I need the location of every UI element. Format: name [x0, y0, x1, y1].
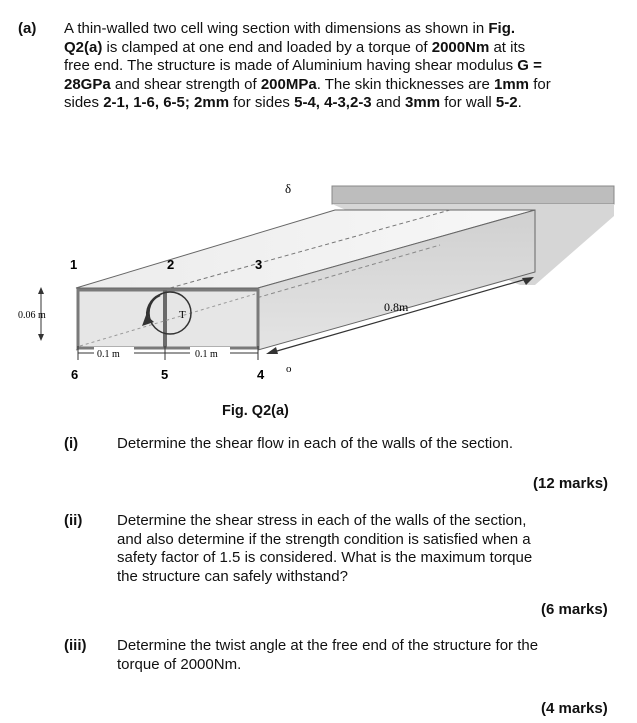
node-label-6: 6: [71, 367, 79, 382]
node-label-5: 5: [161, 367, 169, 382]
part-number-ii: (ii): [64, 512, 83, 529]
part-marks-ii: (6 marks): [541, 601, 608, 618]
part-number-i: (i): [64, 435, 79, 452]
node-label-2: 2: [167, 257, 175, 272]
height-dim-arrow-bottom: [38, 334, 44, 341]
width-dim-label-2: 0.1 m: [195, 349, 218, 360]
front-section: [78, 290, 258, 348]
theta-label: o: [286, 363, 292, 375]
wing-section-figure: [0, 170, 637, 405]
node-label-3: 3: [255, 257, 263, 272]
wing-section-diagram: [0, 170, 637, 400]
length-dim-label: 0.8m: [384, 300, 409, 314]
part-marks-iii: (4 marks): [541, 700, 608, 717]
torque-label: T: [179, 309, 186, 321]
part-text-iii: Determine the twist angle at the free end of the structure for the torque of 2000Nm.: [117, 637, 539, 673]
height-dim-arrow-top: [38, 287, 44, 294]
delta-label: δ: [285, 181, 292, 196]
node-label-1: 1: [70, 257, 78, 272]
width-dim-label-1: 0.1 m: [97, 349, 120, 360]
question-intro: A thin-walled two cell wing section with dimensions as shown in Fig. Q2(a) is clamped at one end and loaded by a torque of 2000Nm at its free end. The structure is made of Aluminium having shear modulus G = 28GPa and shear strength of 200MPa. The skin thicknesses are 1mm for sides 2-1, 1-6, 6-5; 2mm for sides 5-4, 4-3,2-3 and 3mm for wall 5-2.: [64, 20, 551, 111]
node-label-4: 4: [257, 367, 265, 382]
question-label: (a): [18, 20, 37, 37]
height-dim-label: 0.06 m: [18, 310, 46, 321]
part-marks-i: (12 marks): [533, 475, 609, 492]
length-dim-arrow-start: [266, 347, 278, 354]
part-text-i: Determine the shear flow in each of the walls of the section.: [117, 435, 514, 452]
clamped-wall: [332, 186, 614, 204]
figure-caption: Fig. Q2(a): [222, 403, 289, 419]
part-number-iii: (iii): [64, 637, 87, 654]
part-text-ii: Determine the shear stress in each of the walls of the section, and also determine if the strength condition is satisfied when a safety factor of 1.5 is considered. What is the maximum torque the structure can safely withstand?: [117, 512, 533, 585]
